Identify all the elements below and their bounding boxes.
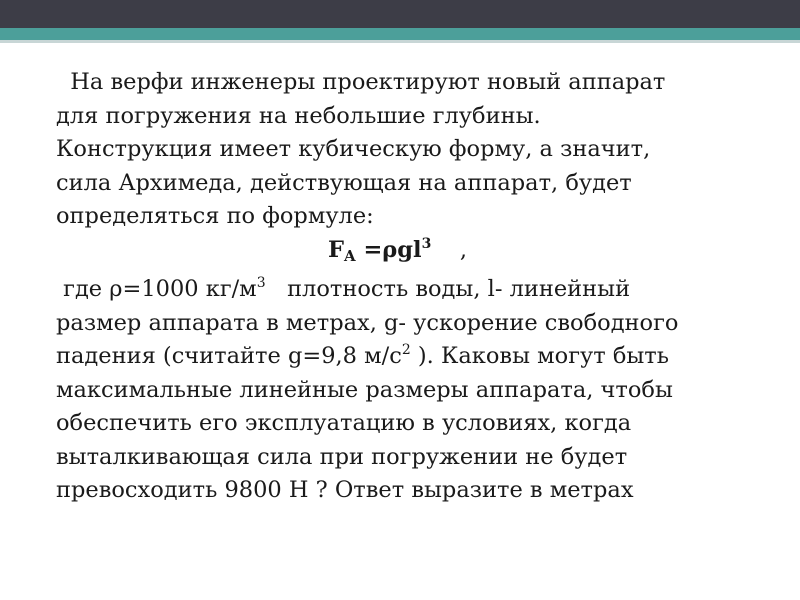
formula-rhs: =ρgl — [355, 236, 422, 263]
density-tail: плотность воды, l- линейный — [265, 276, 631, 302]
text-line-4: сила Архимеда, действующая на аппарат, будет — [56, 169, 632, 196]
text-line-10: максимальные линейные размеры аппарата, чтобы — [56, 376, 673, 403]
text-line-3: Конструкция имеет кубическую форму, а значит, — [56, 136, 651, 162]
density-exponent: 3 — [256, 275, 266, 291]
text-line-12: выталкивающая сила при погружении не будет — [56, 443, 628, 470]
header-divider — [0, 40, 800, 43]
slide-text — [56, 66, 756, 508]
formula-comma: , — [431, 236, 468, 263]
text-line-1: На верфи инженеры проектируют новый аппарат — [56, 69, 666, 95]
header-band-teal — [0, 28, 800, 40]
header-band-dark — [0, 0, 800, 28]
text-line-13: превосходить 9800 Н ? Ответ выразите в метрах — [56, 477, 634, 503]
text-line-9 — [56, 340, 756, 374]
text-line-2: для погружения на небольшие глубины. — [56, 102, 541, 129]
archimedes-formula — [56, 234, 756, 274]
text-line-8: размер аппарата в метрах, g- ускорение свободного — [56, 309, 679, 336]
text-line-11: обеспечить его эксплуатацию в условиях, когда — [56, 410, 632, 436]
gravity-exponent: 2 — [401, 342, 411, 358]
gravity-tail: ). Каковы могут быть — [410, 343, 669, 369]
formula-f: F — [328, 236, 344, 263]
text-line-7 — [56, 273, 756, 307]
gravity-text: падения (считайте g=9,8 м/с — [56, 343, 402, 369]
density-text: где ρ=1000 кг/м — [56, 276, 257, 302]
formula-subscript: A — [343, 246, 356, 265]
text-line-5: определяться по формуле: — [56, 203, 374, 229]
formula-exponent: 3 — [421, 235, 432, 252]
